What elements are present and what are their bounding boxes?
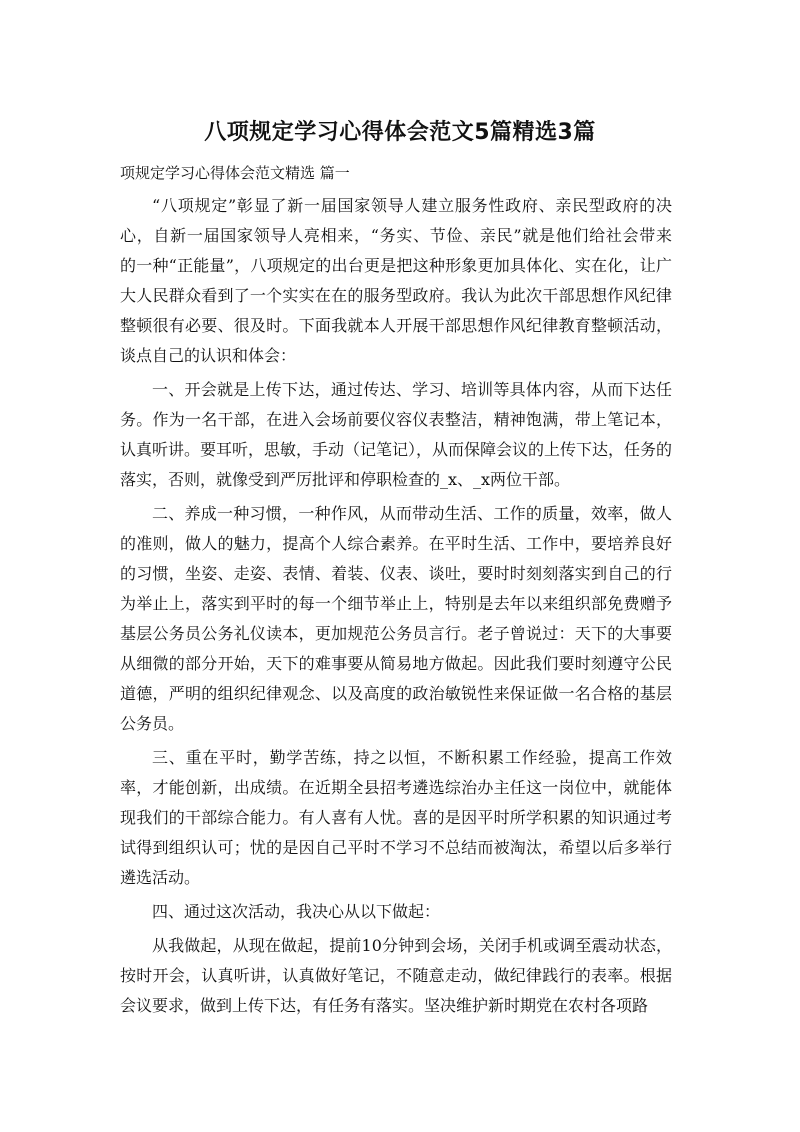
paragraph-line: 公务员。 [120,714,185,733]
paragraph-line: 落实，否则，就像受到严厉批评和停职检查的_x、_x两位干部。 [120,470,571,489]
paragraph-line: 一、开会就是上传下达，通过传达、学习、培训等具体内容，从而下达任 [152,380,672,399]
paragraph-line: 三、重在平时，勤学苦练，持之以恒，不断积累工作经验，提高工作效 [152,748,672,767]
body-paragraph [120,931,672,1021]
paragraph-line: 率，才能创新，出成绩。在近期全县招考遴选综治办主任这一岗位中，就能体 [120,778,672,797]
body-paragraph [120,375,672,495]
paragraph-line: 道德，严明的组织纪律观念、以及高度的政治敏锐性来保证做一名合格的基层 [120,684,672,703]
body-paragraph [120,191,672,371]
paragraph-line: 按时开会，认真听讲，认真做好笔记，不随意走动，做纪律践行的表率。根据 [120,966,672,985]
paragraph-line: “八项规定”彰显了新一届国家领导人建立服务性政府、亲民型政府的决 [152,196,672,215]
paragraph-line: 整顿很有必要、很及时。下面我就本人开展干部思想作风纪律教育整顿活动， [120,316,672,335]
paragraph-line: 现我们的干部综合能力。有人喜有人忧。喜的是因平时所学积累的知识通过考 [120,808,672,827]
paragraph-line: 务。作为一名干部，在进入会场前要仪容仪表整洁，精神饱满，带上笔记本， [120,410,672,429]
document-title: 八项规定学习心得体会范文5篇精选3篇 [204,120,596,145]
paragraph-line: 的习惯，坐姿、走姿、表情、着装、仪表、谈吐，要时时刻刻落实到自己的行 [120,564,672,583]
paragraph-line: 试得到组织认可；忧的是因自己平时不学习不总结而被淘汰，希望以后多举行 [120,838,672,857]
body-paragraph [120,499,672,739]
paragraph-line: 会议要求，做到上传下达，有任务有落实。坚决维护新时期党在农村各项路 [120,996,649,1015]
document-body [120,191,672,1021]
paragraph-line: 谈点自己的认识和体会： [120,346,297,365]
paragraph-line: 的准则，做人的魅力，提高个人综合素养。在平时生活、工作中，要培养良好 [120,534,672,553]
body-paragraph [120,897,672,927]
paragraph-line: 从我做起，从现在做起，提前10分钟到会场，关闭手机或调至震动状态， [152,936,672,955]
paragraph-line: 认真听讲。要耳听，思敏，手动（记笔记），从而保障会议的上传下达，任务的 [120,440,673,459]
paragraph-line: 为举止上，落实到平时的每一个细节举止上，特别是去年以来组织部免费赠予 [120,594,672,613]
paragraph-line: 心，自新一届国家领导人亮相来，“务实、节俭、亲民”就是他们给社会带来 [120,226,672,245]
paragraph-line: 基层公务员公务礼仪读本，更加规范公务员言行。老子曾说过：天下的大事要 [120,624,672,643]
paragraph-line: 大人民群众看到了一个实实在在的服务型政府。我认为此次干部思想作风纪律 [120,286,672,305]
paragraph-line: 从细微的部分开始，天下的难事要从简易地方做起。因此我们要时刻遵守公民 [120,654,672,673]
paragraph-line: 二、养成一种习惯，一种作风，从而带动生活、工作的质量，效率，做人 [152,504,672,523]
paragraph-line: 四、通过这次活动，我决心从以下做起： [152,902,441,921]
paragraph-line: 遴选活动。 [120,868,201,887]
section-heading: 项规定学习心得体会范文精选 篇一 [120,164,350,182]
paragraph-line: 的一种“正能量”，八项规定的出台更是把这种形象更加具体化、实在化，让广 [120,256,672,275]
body-paragraph [120,743,672,893]
